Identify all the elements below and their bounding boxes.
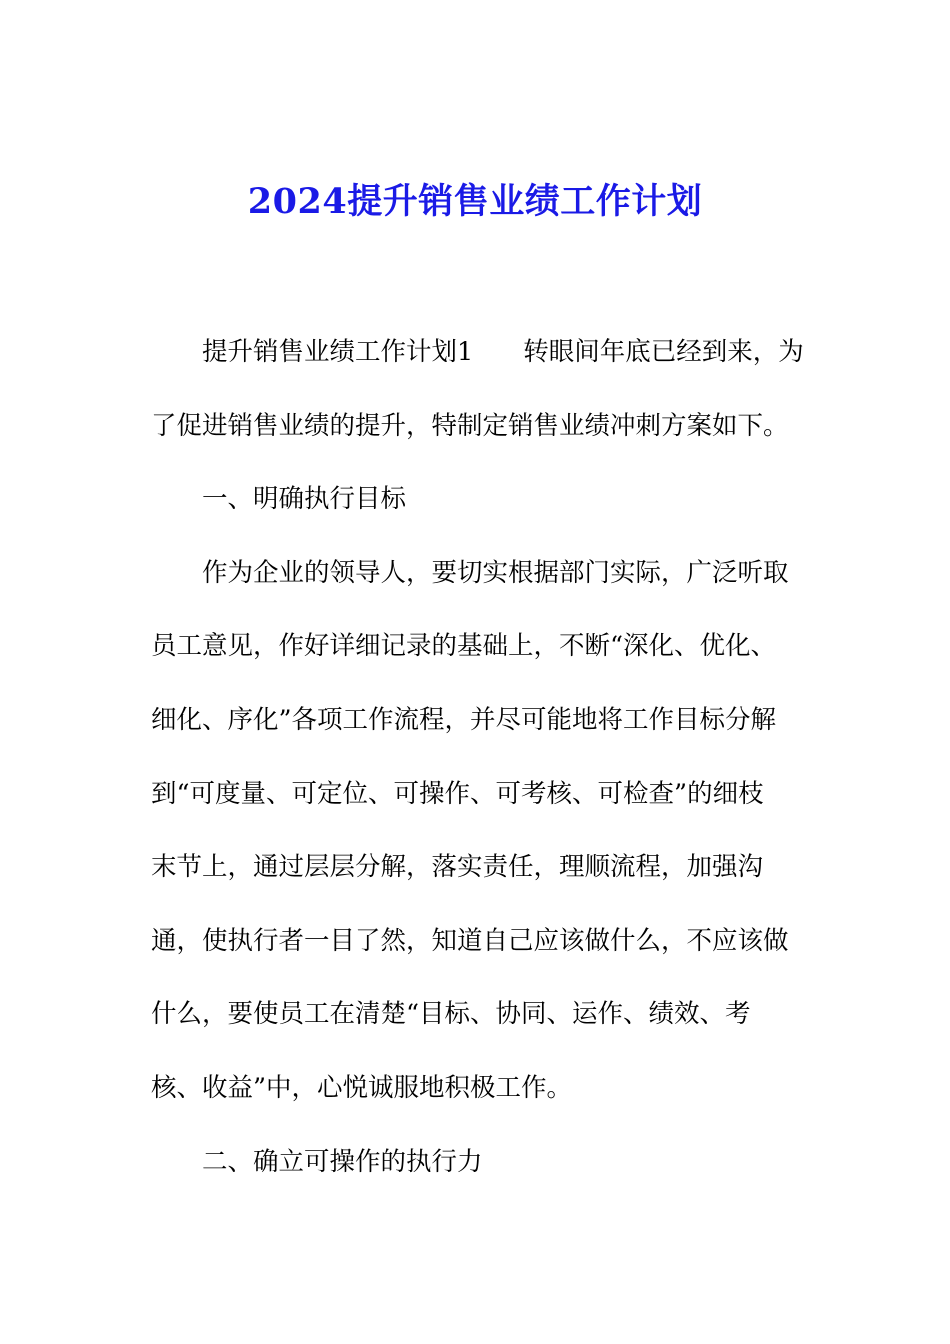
intro-text: 转眼间年底已经到来，为: [523, 337, 804, 367]
section1-paragraph-line: 什么，要使员工在清楚“目标、协同、运作、绩效、考: [151, 999, 751, 1030]
section-heading-2: 二、确立可操作的执行力: [202, 1146, 483, 1177]
intro-paragraph-line: 了促进销售业绩的提升，特制定销售业绩冲刺方案如下。: [151, 410, 789, 441]
section1-paragraph-line: 细化、序化”各项工作流程，并尽可能地将工作目标分解: [151, 704, 777, 735]
section1-paragraph-line: 员工意见，作好详细记录的基础上，不断“深化、优化、: [151, 631, 777, 662]
section1-paragraph-line: 到“可度量、可定位、可操作、可考核、可检查”的细枝: [151, 778, 764, 809]
intro-paragraph-line: [151, 323, 811, 397]
intro-heading: 提升销售业绩工作计划1: [202, 337, 474, 367]
document-title: 2024提升销售业绩工作计划: [247, 181, 703, 222]
section1-paragraph-line: 通，使执行者一目了然，知道自己应该做什么，不应该做: [151, 925, 789, 956]
section-heading-1: 一、明确执行目标: [202, 484, 407, 515]
section1-paragraph-line: 末节上，通过层层分解，落实责任，理顺流程，加强沟: [151, 852, 764, 883]
section1-paragraph-line: 作为企业的领导人，要切实根据部门实际，广泛听取: [202, 557, 789, 588]
document-body: [151, 323, 811, 1206]
section1-paragraph-line: 核、收益”中，心悦诚服地积极工作。: [151, 1072, 573, 1103]
